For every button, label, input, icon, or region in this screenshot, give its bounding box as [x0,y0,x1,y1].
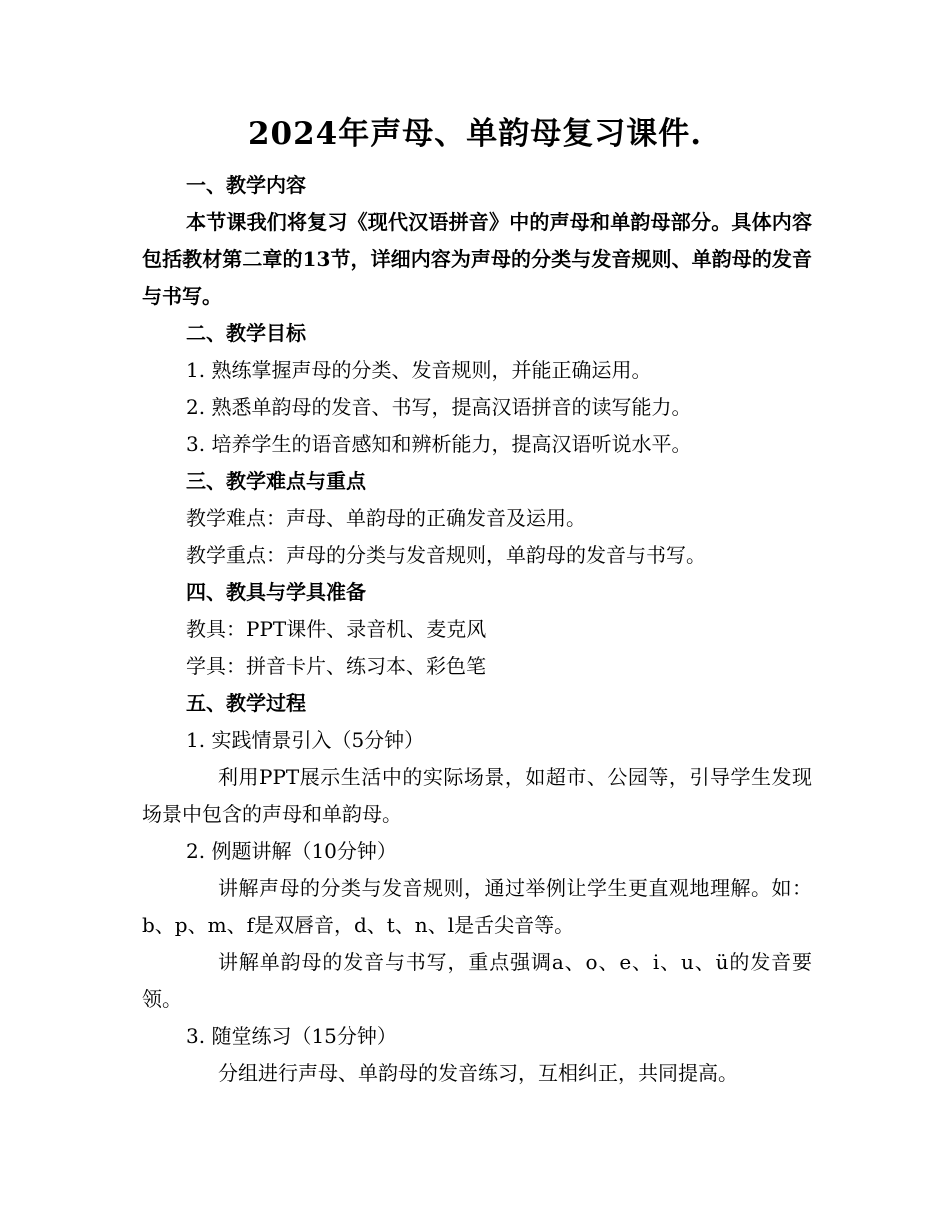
step-2-title: 2. 例题讲解（10分钟） [186,839,397,863]
section-heading-teaching-process: 五、教学过程 [186,691,306,715]
step-2-body-1: 讲解声母的分类与发音规则，通过举例让学生更直观地理解。如：b、p、m、f是双唇音，d、t、n、l是舌尖音等。 [142,876,812,937]
step-3-title: 3. 随堂练习（15分钟） [186,1024,397,1048]
objective-item-1: 1. 熟练掌握声母的分类、发音规则，并能正确运用。 [186,358,652,382]
teaching-focus: 教学重点：声母的分类与发音规则，单韵母的发音与书写。 [186,543,706,567]
section-heading-tools: 四、教具与学具准备 [186,580,366,604]
paragraph-teaching-content: 本节课我们将复习《现代汉语拼音》中的声母和单韵母部分。具体内容包括教材第二章的13节，详细内容为声母的分类与发音规则、单韵母的发音与书写。 [142,210,812,308]
section-heading-teaching-objectives: 二、教学目标 [186,321,306,345]
teaching-difficulty: 教学难点：声母、单韵母的正确发音及运用。 [186,506,586,530]
section-heading-teaching-content: 一、教学内容 [186,173,306,197]
objective-item-3: 3. 培养学生的语音感知和辨析能力，提高汉语听说水平。 [186,432,692,456]
step-1-body: 利用PPT展示生活中的实际场景，如超市、公园等，引导学生发现场景中包含的声母和单韵母。 [142,765,812,826]
step-3-body: 分组进行声母、单韵母的发音练习，互相纠正，共同提高。 [218,1061,738,1085]
section-heading-difficulty-focus: 三、教学难点与重点 [186,469,366,493]
objective-item-2: 2. 熟悉单韵母的发音、书写，提高汉语拼音的读写能力。 [186,395,692,419]
step-2-body-2: 讲解单韵母的发音与书写，重点强调a、o、e、i、u、ü的发音要领。 [142,950,812,1011]
teacher-tools: 教具：PPT课件、录音机、麦克风 [186,617,487,641]
document-title: 2024年声母、单韵母复习课件. [247,116,703,152]
student-tools: 学具：拼音卡片、练习本、彩色笔 [186,654,486,678]
step-1-title: 1. 实践情景引入（5分钟） [186,728,425,752]
document-body [142,167,812,1092]
